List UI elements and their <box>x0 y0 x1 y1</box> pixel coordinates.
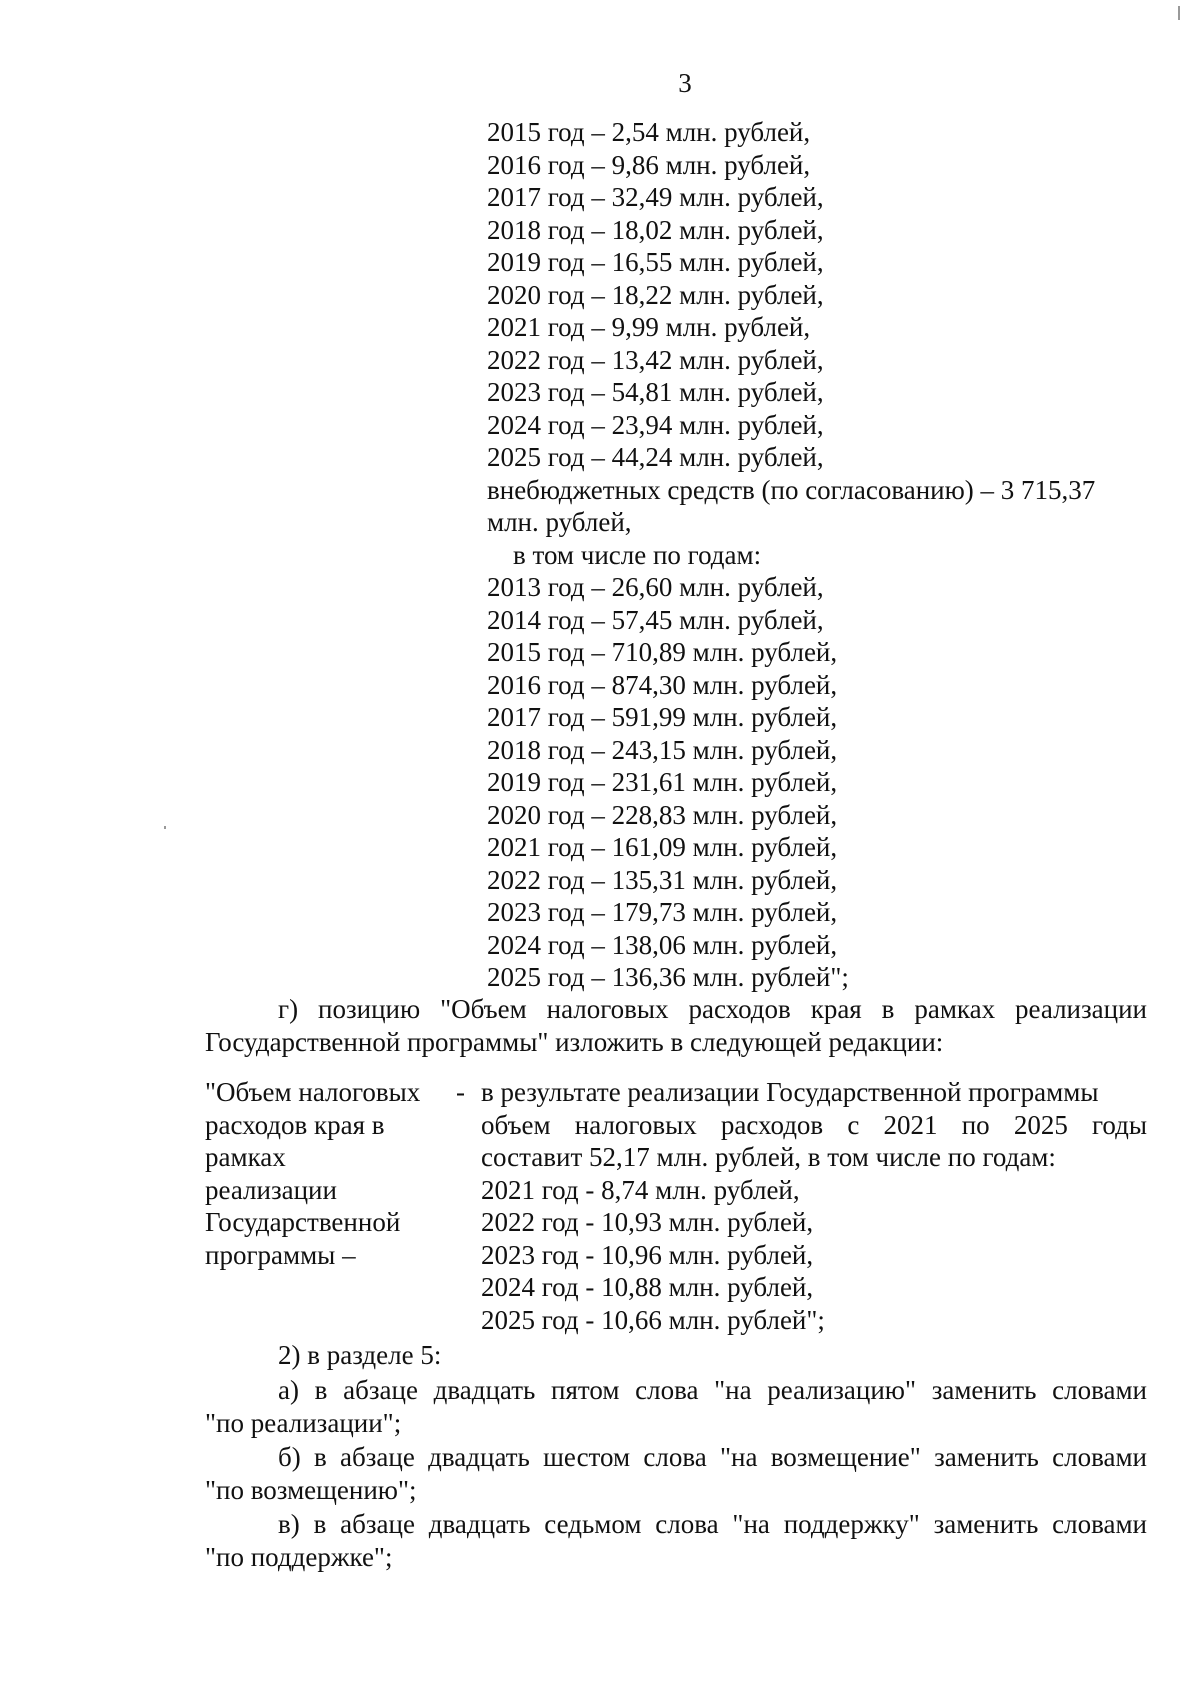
extrabudget-line: внебюджетных средств (по согласованию) – 3 715,37 <box>487 474 1096 505</box>
list-item: 2020 год – 228,83 млн. рублей, <box>487 799 838 830</box>
table-right-line: 2023 год - 10,96 млн. рублей, <box>481 1239 814 1270</box>
list-item: 2018 год – 18,02 млн. рублей, <box>487 214 824 245</box>
list-item: 2024 год – 138,06 млн. рублей, <box>487 929 838 960</box>
list-item: 2013 год – 26,60 млн. рублей, <box>487 572 824 602</box>
list-item: 2015 год – 710,89 млн. рублей, <box>487 637 838 667</box>
paragraph-b <box>205 1441 1147 1507</box>
paragraph-b-first-line: б) в абзаце двадцать шестом слова "на возмещение" заменить словами <box>278 1442 1147 1472</box>
list-item: 2021 год – 161,09 млн. рублей, <box>487 832 838 862</box>
table-left-column <box>205 1076 445 1271</box>
list-item: 2014 год – 57,45 млн. рублей, <box>487 604 824 635</box>
list-item: 2024 год – 23,94 млн. рублей, <box>487 409 824 440</box>
scan-mark-left-edge <box>164 826 166 829</box>
table-right-line: в результате реализации Государственной программы <box>481 1077 1099 1107</box>
list-item: 2017 год – 32,49 млн. рублей, <box>487 182 824 212</box>
list-item: 2016 год – 9,86 млн. рублей, <box>487 149 811 180</box>
list-item: 2023 год – 179,73 млн. рублей, <box>487 897 838 927</box>
list-item: 2019 год – 16,55 млн. рублей, <box>487 247 824 277</box>
paragraph-g-first-line: г) позицию "Объем налоговых расходов края в рамках реализации <box>278 994 1147 1024</box>
paragraph-v-rest: "по поддержке"; <box>205 1542 393 1572</box>
table-right-line: объем налоговых расходов с 2021 по 2025 годы <box>481 1109 1147 1140</box>
paragraph-a <box>205 1374 1147 1440</box>
extrabudget-line-cont: млн. рублей, <box>487 507 632 537</box>
list-item: 2016 год – 874,30 млн. рублей, <box>487 669 838 700</box>
list-item: 2020 год – 18,22 млн. рублей, <box>487 279 824 310</box>
paragraph-g-rest: Государственной программы" изложить в следующей редакции: <box>205 1027 944 1057</box>
table-left-line: программы – <box>205 1239 356 1270</box>
by-years-label: в том числе по годам: <box>513 539 762 570</box>
list-item: 2022 год – 135,31 млн. рублей, <box>487 864 838 895</box>
table-right-column <box>481 1076 1147 1336</box>
page-number: 3 <box>678 68 692 98</box>
table-left-line: Государственной <box>205 1207 401 1237</box>
list-item: 2018 год – 243,15 млн. рублей, <box>487 734 838 765</box>
scan-mark-top-right <box>1178 6 1180 20</box>
paragraph-a-rest: "по реализации"; <box>205 1408 402 1438</box>
table-right-line: 2021 год - 8,74 млн. рублей, <box>481 1174 800 1205</box>
table-right-line: 2022 год - 10,93 млн. рублей, <box>481 1207 814 1237</box>
list-item: 2021 год – 9,99 млн. рублей, <box>487 312 811 342</box>
table-right-line: 2025 год - 10,66 млн. рублей"; <box>481 1304 825 1335</box>
table-right-line: 2024 год - 10,88 млн. рублей, <box>481 1272 814 1302</box>
list-item: 2015 год – 2,54 млн. рублей, <box>487 117 811 147</box>
table-left-line: расходов края в <box>205 1109 385 1140</box>
paragraph-v-first-line: в) в абзаце двадцать седьмом слова "на поддержку" заменить словами <box>278 1509 1147 1539</box>
list-item: 2025 год – 136,36 млн. рублей"; <box>487 962 849 992</box>
table-dash: - <box>456 1077 465 1107</box>
list-item: 2023 год – 54,81 млн. рублей, <box>487 377 824 407</box>
section-2-heading: 2) в разделе 5: <box>278 1340 442 1370</box>
list-item: 2017 год – 591,99 млн. рублей, <box>487 702 838 732</box>
list-item: 2022 год – 13,42 млн. рублей, <box>487 344 824 375</box>
table-left-line: рамках <box>205 1142 286 1172</box>
paragraph-v <box>205 1508 1147 1574</box>
table-left-line: "Объем налоговых <box>205 1077 421 1107</box>
paragraph-b-rest: "по возмещению"; <box>205 1475 417 1505</box>
funding-list <box>487 116 1147 994</box>
list-item: 2019 год – 231,61 млн. рублей, <box>487 767 838 797</box>
table-right-line: составит 52,17 млн. рублей, в том числе по годам: <box>481 1142 1056 1172</box>
list-item: 2025 год – 44,24 млн. рублей, <box>487 442 824 472</box>
table-left-line: реализации <box>205 1174 337 1205</box>
paragraph-a-first-line: а) в абзаце двадцать пятом слова "на реализацию" заменить словами <box>278 1375 1147 1405</box>
paragraph-g <box>205 993 1147 1059</box>
